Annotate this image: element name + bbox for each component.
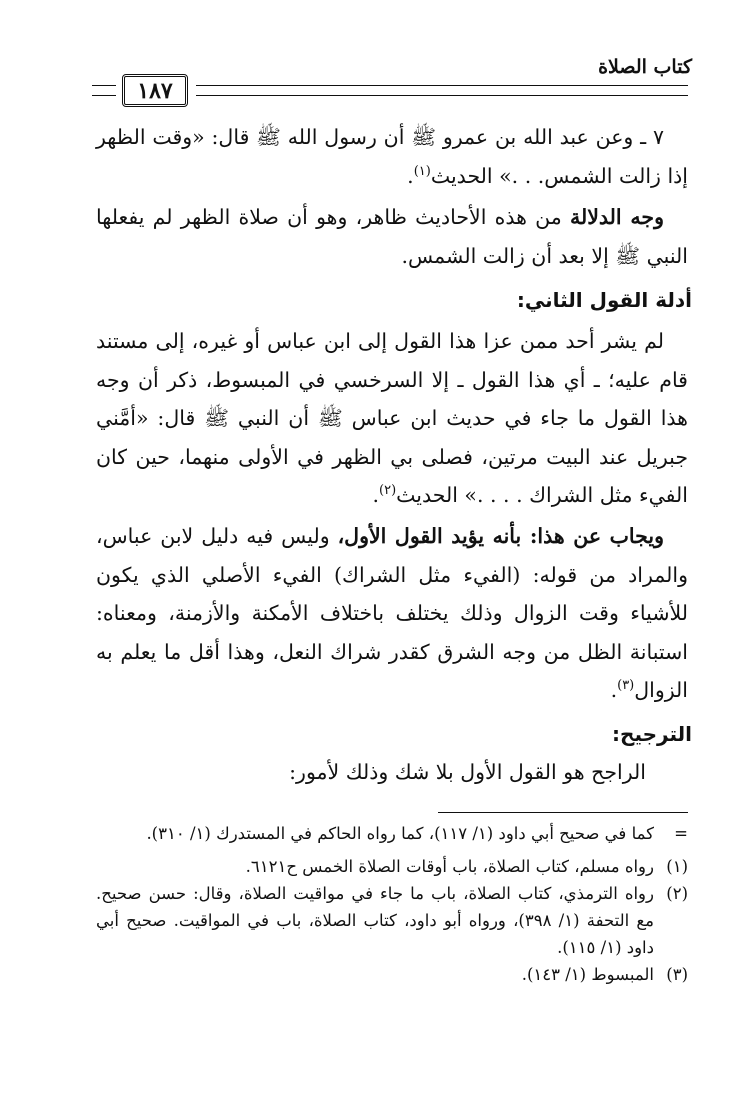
footnote-3 [96,961,688,988]
footnote-ref-1: (١) [413,163,431,179]
paragraph-lead: ويجاب عن هذا: بأنه يؤيد القول الأول، [337,524,664,548]
header-rule-bottom-right [196,95,688,96]
footnote-2 [96,880,688,961]
paragraph-lead: وجه الدلالة [569,205,664,229]
paragraph-text: وليس فيه دليل لابن عباس، والمراد من قوله: (الفيء مثل الشراك) الفيء الأصلي الذي يكون للأشياء وقت الزوال وذلك يختلف باختلاف الأمكنة والأزمنة، ومعناه: استبانة الظل من وجه الشرق كقدر شراك النعل، وهذا أقل ما يعلم به الزوال [96,524,688,702]
paragraph-end: . [407,163,414,188]
paragraph-text: من هذه الأحاديث ظاهر، وهو أن صلاة الظهر لم يفعلها النبي ﷺ إلا بعد أن زالت الشمس. [96,205,688,268]
paragraph-conclusion [96,753,688,792]
section-heading-second-opinion: أدلة القول الثاني: [516,288,692,312]
paragraph-hadith-7 [96,118,688,195]
footnote-mark: (٣) [666,965,688,984]
header-rule-bottom-left [92,95,116,96]
footnote-separator [438,812,688,813]
paragraph-end: . [610,678,618,702]
paragraph-text: لم يشر أحد ممن عزا هذا القول إلى ابن عباس أو غيره، إلى مستند قام عليه؛ ـ أي هذا القول ـ إلا السرخسي في المبسوط، ذكر أن وجه هذا القول ما جاء في حديث ابن عباس ﷺ أن النبي ﷺ قال: «أمَّني جبريل عند البيت مرتين، فصلى بي الظهر في الأولى منهما، حين كان الفيء مثل الشراك . . . .» الحديث [96,329,688,507]
footnote-text: رواه الترمذي، كتاب الصلاة، باب ما جاء في مواقيت الصلاة، وقال: حسن صحيح. مع التحفة (١/ ٣٩٨)، ورواه أبو داود، كتاب الصلاة، باب في المواقيت. صحيح أبي داود (١/ ١١٥). [96,884,654,957]
footnote-continuation [96,820,688,847]
paragraph-text: الراجح هو القول الأول بلا شك وذلك لأمور: [289,760,646,784]
footnote-mark: = [674,824,688,843]
footnote-1 [96,853,688,880]
header-rule-top-left [92,85,116,86]
paragraph-response [96,517,688,710]
paragraph-end: . [372,483,379,507]
chapter-title: كتاب الصلاة [598,56,692,78]
page-number [122,74,188,107]
footnote-ref-2: (٢) [379,483,397,499]
header-rule-top-right [196,85,688,86]
footnotes [96,820,688,988]
paragraph-second-opinion [96,322,688,515]
page-number-text: ١٨٧ [137,77,173,104]
footnote-text: رواه مسلم، كتاب الصلاة، باب أوقات الصلاة الخمس ح٦١٢١. [245,857,654,876]
footnote-mark: (٢) [666,884,688,903]
paragraph-text: ٧ ـ وعن عبد الله بن عمرو ﷺ أن رسول الله ﷺ قال: «وقت الظهر إذا زالت الشمس. . .» الحديث [96,125,688,188]
footnote-text: المبسوط (١/ ١٤٣). [521,965,654,984]
paragraph-indication [96,198,688,275]
section-heading-preference: الترجيح: [612,722,692,746]
footnote-mark: (١) [666,857,688,876]
footnote-text: كما في صحيح أبي داود (١/ ١١٧)، كما رواه الحاكم في المستدرك (١/ ٣١٠). [146,824,654,843]
footnote-ref-3: (٣) [617,678,635,694]
